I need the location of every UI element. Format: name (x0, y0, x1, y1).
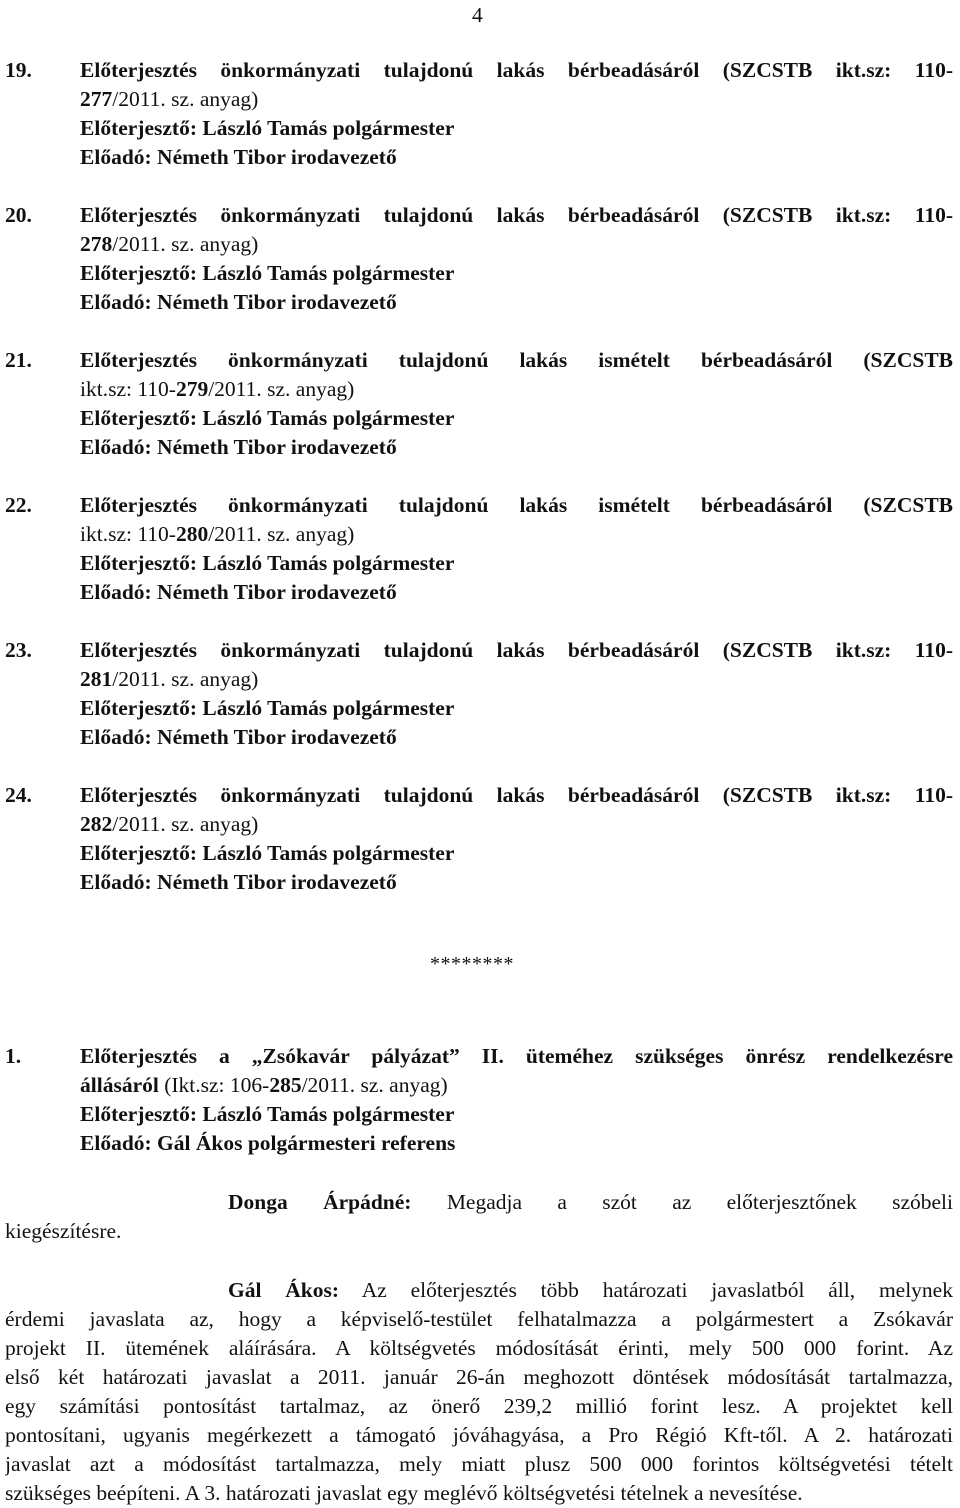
paragraph-line: szükséges beépíteni. A 3. határozati javaslat egy meglévő költségvetési tételnek a nevesítése. (5, 1481, 803, 1505)
agenda-item-24 (5, 781, 953, 897)
paragraph-line: projekt II. ütemének aláírására. A költségvetés módosítását érinti, mely 500 000 forint. Az (5, 1336, 953, 1360)
item-presenter: Előterjesztő: László Tamás polgármester (80, 696, 455, 720)
item-reference: ikt.sz: 110-279/2011. sz. anyag) (80, 377, 355, 401)
item-number: 23. (5, 638, 32, 662)
item-title: Előterjesztés önkormányzati tulajdonú lakás bérbeadásáról (SZCSTB ikt.sz: 110- (80, 203, 953, 227)
speech-paragraph-donga (5, 1188, 953, 1246)
paragraph-first-line: Donga Árpádné: Megadja a szót az előterjesztőnek szóbeli (228, 1190, 953, 1214)
agenda-item-22 (5, 491, 953, 607)
paragraph-line: javaslat azt a módosítást tartalmazza, mely miatt plusz 500 000 forintos költségvetési tételt (5, 1452, 953, 1476)
agenda-item-1 (5, 1042, 953, 1158)
item-presenter: Előterjesztő: László Tamás polgármester (80, 261, 455, 285)
agenda-item-20 (5, 201, 953, 317)
item-title: Előterjesztés a „Zsókavár pályázat” II. üteméhez szükséges önrész rendelkezésre (80, 1044, 953, 1068)
item-speaker: Előadó: Németh Tibor irodavezető (80, 870, 397, 894)
item-number: 19. (5, 58, 32, 82)
item-presenter: Előterjesztő: László Tamás polgármester (80, 1102, 455, 1126)
item-speaker: Előadó: Németh Tibor irodavezető (80, 290, 397, 314)
paragraph-line: érdemi javaslata az, hogy a képviselő-testület felhatalmazza a polgármestert a Zsókavár (5, 1307, 953, 1331)
item-reference: ikt.sz: 110-280/2011. sz. anyag) (80, 522, 355, 546)
item-title: Előterjesztés önkormányzati tulajdonú lakás ismételt bérbeadásáról (SZCSTB (80, 493, 953, 517)
item-reference: állásáról (Ikt.sz: 106-285/2011. sz. anyag) (80, 1073, 448, 1097)
item-presenter: Előterjesztő: László Tamás polgármester (80, 116, 455, 140)
item-reference: 277/2011. sz. anyag) (80, 87, 259, 111)
paragraph-first-line: Gál Ákos: Az előterjesztés több határozati javaslatból áll, melynek (228, 1278, 953, 1302)
item-speaker: Előadó: Gál Ákos polgármesteri referens (80, 1131, 456, 1155)
item-reference: 278/2011. sz. anyag) (80, 232, 259, 256)
item-presenter: Előterjesztő: László Tamás polgármester (80, 841, 455, 865)
item-speaker: Előadó: Németh Tibor irodavezető (80, 435, 397, 459)
speech-paragraph-gal (5, 1276, 953, 1508)
item-presenter: Előterjesztő: László Tamás polgármester (80, 406, 455, 430)
agenda-item-21 (5, 346, 953, 462)
item-number: 21. (5, 348, 32, 372)
item-title: Előterjesztés önkormányzati tulajdonú lakás bérbeadásáról (SZCSTB ikt.sz: 110- (80, 783, 953, 807)
item-title: Előterjesztés önkormányzati tulajdonú lakás bérbeadásáról (SZCSTB ikt.sz: 110- (80, 58, 953, 82)
item-speaker: Előadó: Németh Tibor irodavezető (80, 145, 397, 169)
agenda-item-23 (5, 636, 953, 752)
item-number: 20. (5, 203, 32, 227)
section-separator: ******** (430, 953, 514, 975)
page-number: 4 (472, 3, 483, 27)
item-speaker: Előadó: Németh Tibor irodavezető (80, 725, 397, 749)
paragraph-line: kiegészítésre. (5, 1219, 122, 1243)
paragraph-line: egy számítási pontosítást tartalmaz, az önerő 239,2 millió forint lesz. A projektet kell (5, 1394, 953, 1418)
item-presenter: Előterjesztő: László Tamás polgármester (80, 551, 455, 575)
item-title: Előterjesztés önkormányzati tulajdonú lakás ismételt bérbeadásáról (SZCSTB (80, 348, 953, 372)
paragraph-line: pontosítani, ugyanis megérkezett a támogató jóváhagyása, a Pro Régió Kft-től. A 2. határozati (5, 1423, 953, 1447)
item-title: Előterjesztés önkormányzati tulajdonú lakás bérbeadásáról (SZCSTB ikt.sz: 110- (80, 638, 953, 662)
item-number: 24. (5, 783, 32, 807)
item-reference: 281/2011. sz. anyag) (80, 667, 259, 691)
item-reference: 282/2011. sz. anyag) (80, 812, 259, 836)
item-number: 22. (5, 493, 32, 517)
item-speaker: Előadó: Németh Tibor irodavezető (80, 580, 397, 604)
item-number: 1. (5, 1044, 22, 1068)
paragraph-line: első két határozati javaslat a 2011. január 26-án meghozott döntések módosítását tartalmazza, (5, 1365, 953, 1389)
agenda-item-19 (5, 56, 953, 172)
